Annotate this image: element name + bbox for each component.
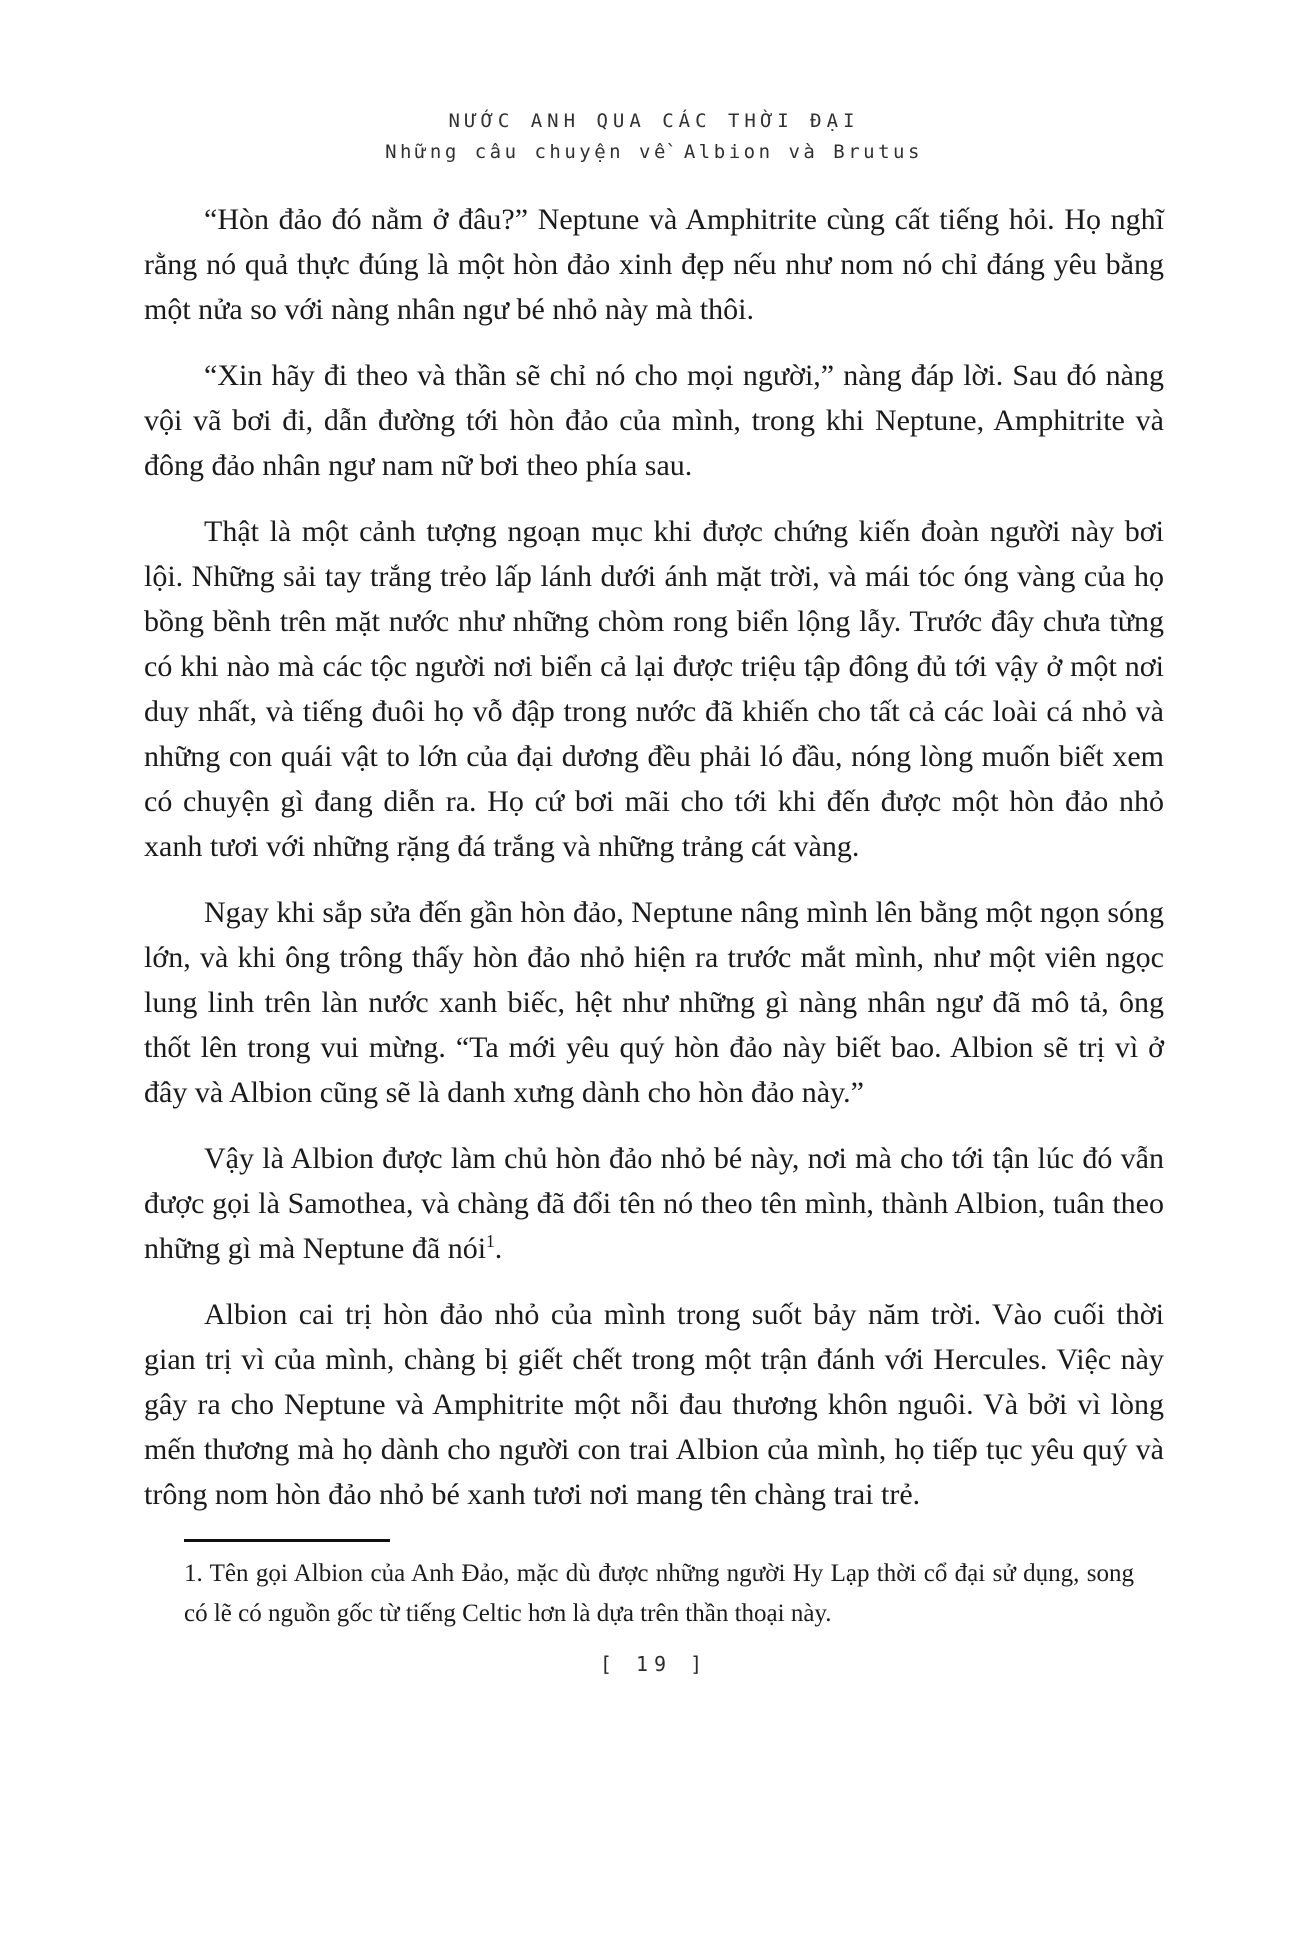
footnote: 1. Tên gọi Albion của Anh Đảo, mặc dù được những người Hy Lạp thời cổ đại sử dụng, song có lẽ có nguồn gốc từ tiếng Celtic hơn là dựa trên thần thoại này.: [184, 1560, 1134, 1627]
book-title: NƯỚC ANH QUA CÁC THỜI ĐẠI: [448, 110, 860, 132]
body-paragraph: [144, 890, 1164, 1115]
text-run: .: [494, 1232, 503, 1265]
body-text: [144, 197, 1164, 1517]
chapter-title: Những câu chuyện về Albion và Brutus: [385, 141, 923, 163]
text-run: Vậy là Albion được làm chủ hòn đảo nhỏ bé này, nơi mà cho tới tận lúc đó vẫn được gọi là Samothea, và chàng đã đổi tên nó theo tên mình, thành Albion, tuân theo những gì mà Neptune đã nói: [144, 1142, 1164, 1265]
text-run: “Xin hãy đi theo và thần sẽ chỉ nó cho mọi người,” nàng đáp lời. Sau đó nàng vội vã bơi đi, dẫn đường tới hòn đảo của mình, trong khi Neptune, Amphitrite và đông đảo nhân ngư nam nữ bơi theo phía sau.: [144, 359, 1164, 482]
body-paragraph: [144, 197, 1164, 332]
body-paragraph: [144, 1136, 1164, 1271]
footnote-separator: [184, 1539, 390, 1542]
text-run: Ngay khi sắp sửa đến gần hòn đảo, Neptune nâng mình lên bằng một ngọn sóng lớn, và khi ông trông thấy hòn đảo nhỏ hiện ra trước mắt mình, như một viên ngọc lung linh trên làn nước xanh biếc, hệt như những gì nàng nhân ngư đã mô tả, ông thốt lên trong vui mừng. “Ta mới yêu quý hòn đảo này biết bao. Albion sẽ trị vì ở đây và Albion cũng sẽ là danh xưng dành cho hòn đảo này.”: [144, 896, 1164, 1109]
body-paragraph: [144, 509, 1164, 869]
body-paragraph: [144, 353, 1164, 488]
text-run: Albion cai trị hòn đảo nhỏ của mình trong suốt bảy năm trời. Vào cuối thời gian trị vì của mình, chàng bị giết chết trong một trận đánh với Hercules. Việc này gây ra cho Neptune và Amphitrite một nỗi đau thương khôn nguôi. Và bởi vì lòng mến thương mà họ dành cho người con trai Albion của mình, họ tiếp tục yêu quý và trông nom hòn đảo nhỏ bé xanh tươi nơi mang tên chàng trai trẻ.: [144, 1298, 1164, 1511]
running-head: [144, 110, 1164, 163]
body-paragraph: [144, 1292, 1164, 1517]
text-run: Thật là một cảnh tượng ngoạn mục khi được chứng kiến đoàn người này bơi lội. Những sải tay trắng trẻo lấp lánh dưới ánh mặt trời, và mái tóc óng vàng của họ bồng bềnh trên mặt nước như những chòm rong biển lộng lẫy. Trước đây chưa từng có khi nào mà các tộc người nơi biển cả lại được triệu tập đông đủ tới vậy ở một nơi duy nhất, và tiếng đuôi họ vỗ đập trong nước đã khiến cho tất cả các loài cá nhỏ và những con quái vật to lớn của đại dương đều phải ló đầu, nóng lòng muốn biết xem có chuyện gì đang diễn ra. Họ cứ bơi mãi cho tới khi đến được một hòn đảo nhỏ xanh tươi với những rặng đá trắng và những trảng cát vàng.: [144, 515, 1164, 863]
footnote-marker: 1: [486, 1231, 495, 1251]
text-run: “Hòn đảo đó nằm ở đâu?” Neptune và Amphitrite cùng cất tiếng hỏi. Họ nghĩ rằng nó quả thực đúng là một hòn đảo xinh đẹp nếu như nom nó chỉ đáng yêu bằng một nửa so với nàng nhân ngư bé nhỏ này mà thôi.: [144, 203, 1164, 326]
page-number: [ 19 ]: [599, 1652, 709, 1676]
